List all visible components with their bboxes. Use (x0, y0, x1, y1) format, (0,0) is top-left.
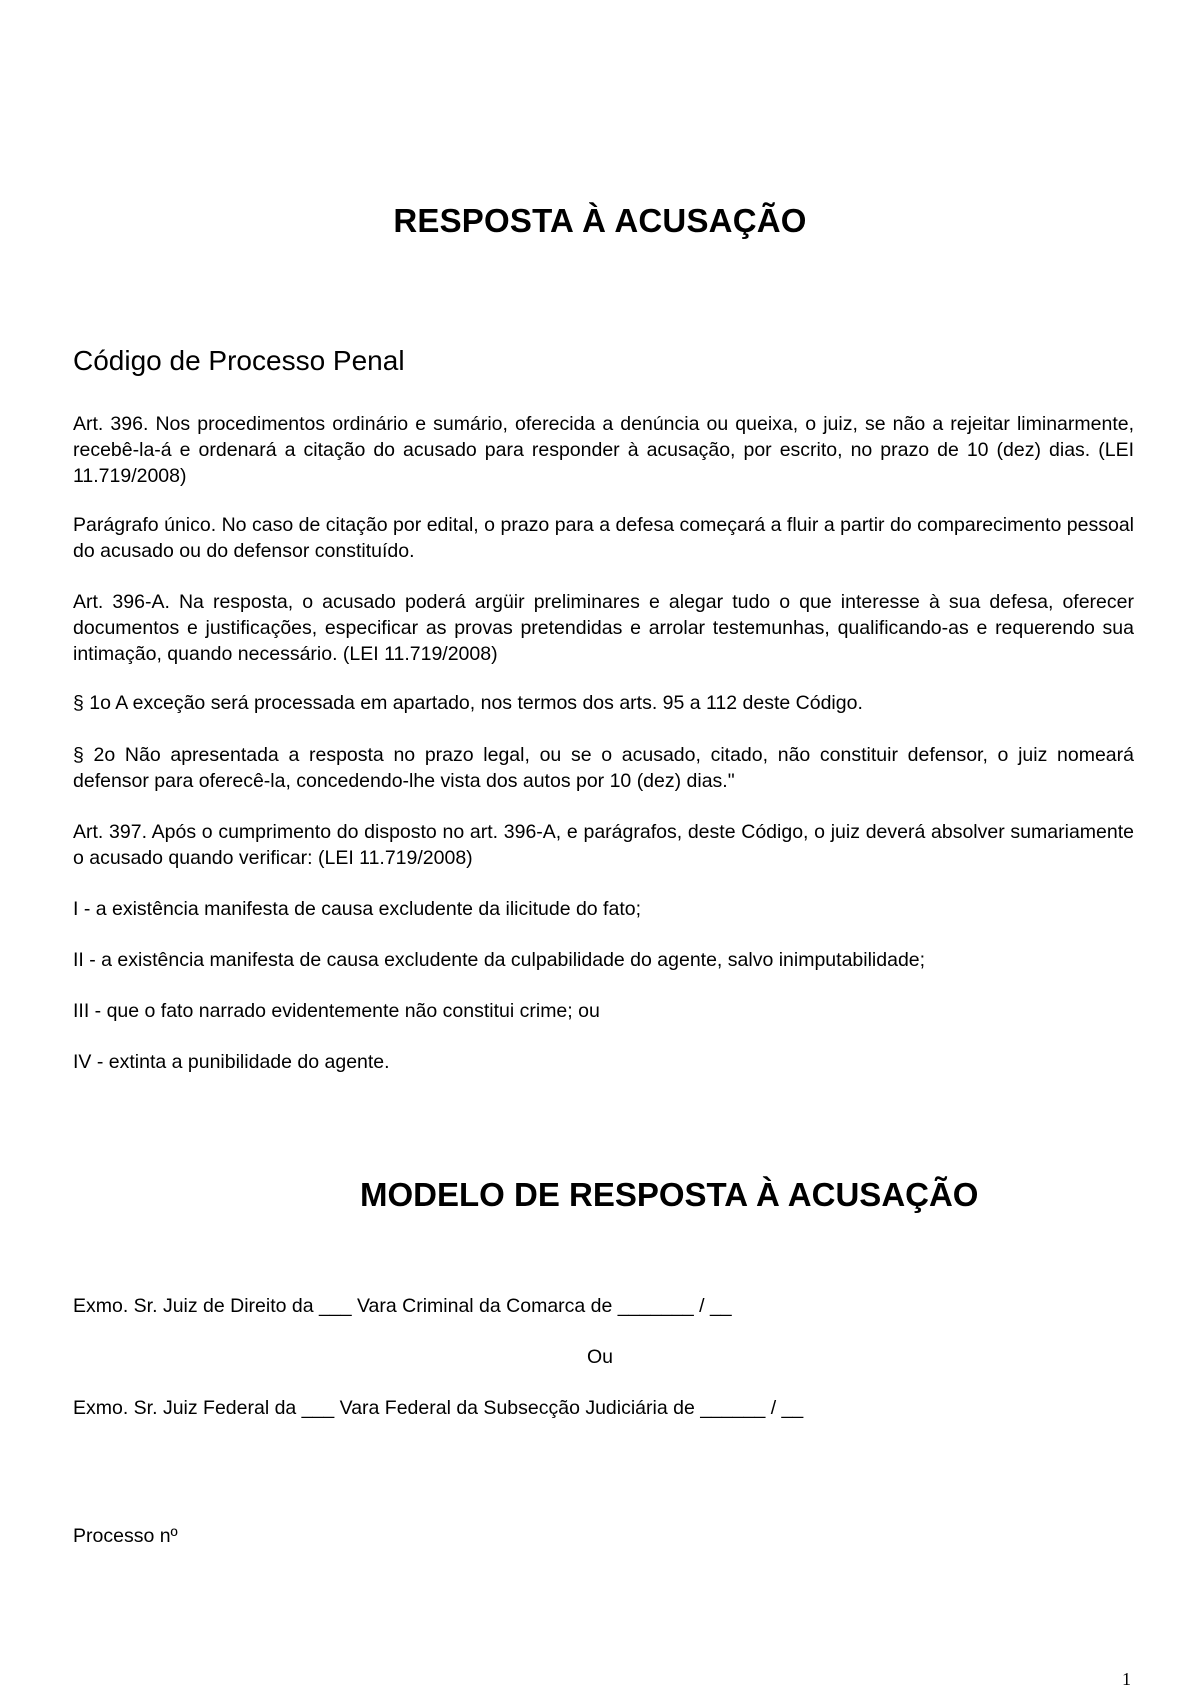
document-title: RESPOSTA À ACUSAÇÃO (393, 202, 807, 239)
paragraph-unico: Parágrafo único. No caso de citação por edital, o prazo para a defesa começará a fluir a partir do comparecimento pessoal do acusado ou do defensor constituído. (73, 514, 1134, 562)
list-item-iii: III - que o fato narrado evidentemente não constitui crime; ou (73, 1000, 600, 1022)
or-separator: Ou (586, 1346, 613, 1368)
paragraph-art-397: Art. 397. Após o cumprimento do disposto no art. 396-A, e parágrafos, deste Código, o juiz deverá absolver sumariamente o acusado quando verificar: (LEI 11.719/2008) (73, 821, 1134, 869)
list-item-ii: II - a existência manifesta de causa excludente da culpabilidade do agente, salvo inimputabilidade; (73, 949, 926, 971)
addressee-state-court: Exmo. Sr. Juiz de Direito da ___ Vara Criminal da Comarca de _______ / __ (73, 1295, 732, 1317)
page-number: 1 (1122, 1669, 1131, 1689)
list-item-i: I - a existência manifesta de causa excludente da ilicitude do fato; (73, 898, 642, 920)
process-number-label: Processo nº (73, 1525, 178, 1547)
paragraph-art-396: Art. 396. Nos procedimentos ordinário e sumário, oferecida a denúncia ou queixa, o juiz, se não a rejeitar liminarmente, recebê-la-á e ordenará a citação do acusado para responder à acusação, por escrito, no prazo de 10 (dez) dias. (LEI 11.719/2008) (73, 413, 1134, 487)
section-title: Código de Processo Penal (73, 345, 405, 376)
paragraph-section-2: § 2o Não apresentada a resposta no prazo legal, ou se o acusado, citado, não constituir defensor, o juiz nomeará defensor para oferecê-la, concedendo-lhe vista dos autos por 10 (dez) dias." (73, 744, 1134, 792)
list-item-iv: IV - extinta a punibilidade do agente. (73, 1051, 390, 1073)
model-title: MODELO DE RESPOSTA À ACUSAÇÃO (360, 1176, 979, 1213)
paragraph-art-396a: Art. 396-A. Na resposta, o acusado poderá argüir preliminares e alegar tudo o que interesse à sua defesa, oferecer documentos e justificações, especificar as provas pretendidas e arrolar testemunhas, qualificando-as e requerendo sua intimação, quando necessário. (LEI 11.719/2008) (73, 591, 1134, 665)
addressee-federal-court: Exmo. Sr. Juiz Federal da ___ Vara Federal da Subsecção Judiciária de ______ / __ (73, 1397, 804, 1419)
paragraph-section-1: § 1o A exceção será processada em apartado, nos termos dos arts. 95 a 112 deste Código. (73, 692, 863, 714)
